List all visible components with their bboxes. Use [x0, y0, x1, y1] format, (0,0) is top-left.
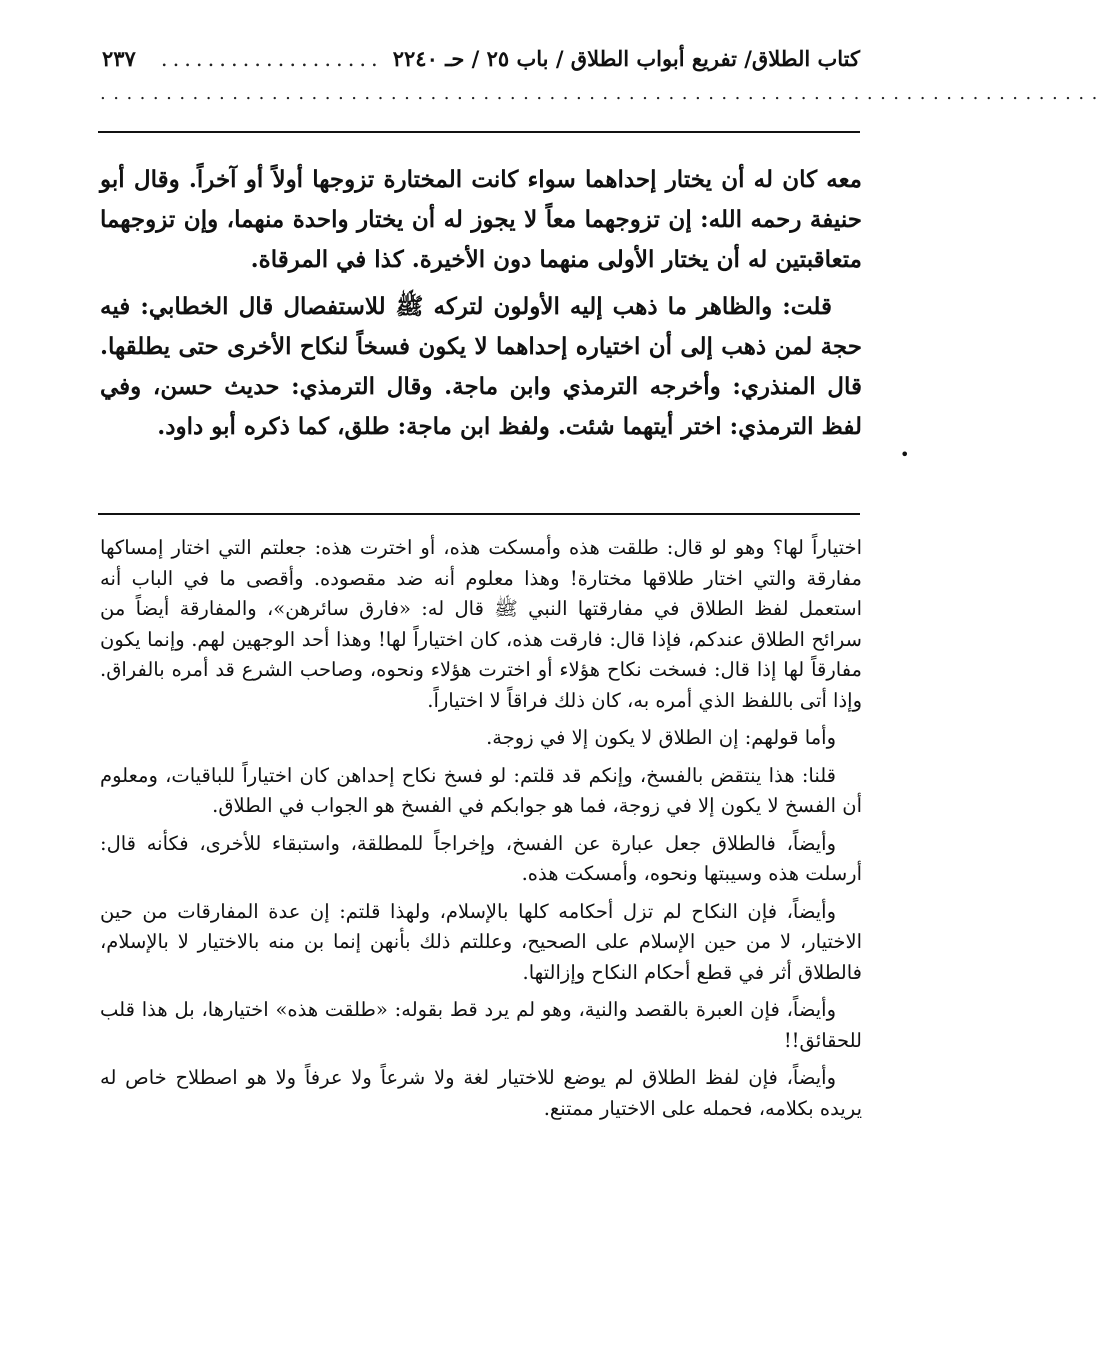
footnote-paragraph: وأيضاً، فالطلاق جعل عبارة عن الفسخ، وإخراجاً للمطلقة، واستبقاء للأخرى، فكأنه قال: أرسلت هذه وسيبتها ونحوه، وأمسكت هذه.: [100, 831, 862, 885]
footnote-paragraph: وأيضاً، فإن لفظ الطلاق لم يوضع للاختيار لغة ولا شرعاً ولا عرفاً ولا هو اصطلاح خاص له يريده بكلامه، فحمله على الاختيار ممتنع.: [100, 1066, 862, 1120]
running-header: [102, 46, 860, 71]
header-leader-dots: ...................: [160, 47, 383, 71]
footnote-paragraph: وأما قولهم: إن الطلاق لا يكون إلا في زوجة.: [486, 726, 836, 749]
main-text: [100, 160, 862, 454]
header-title: كتاب الطلاق/ تفريع أبواب الطلاق / باب ٢٥ / حـ ٢٢٤٠: [392, 46, 860, 71]
footnote-text: [100, 533, 862, 1131]
header-dotted-line: ............................................................................: [100, 83, 1105, 104]
margin-mark: •: [900, 445, 910, 464]
header-divider: [98, 131, 860, 133]
footnote-divider: [98, 513, 860, 515]
footnote-paragraph: قلنا: هذا ينتقض بالفسخ، وإنكم قد قلتم: لو فسخ نكاح إحداهن كان اختياراً للباقيات، ومعلوم أن الفسخ لا يكون إلا في زوجة، فما هو جوابكم في الفسخ هو الجواب في الطلاق.: [100, 763, 862, 817]
footnote-paragraph: اختياراً لها؟ وهو لو قال: طلقت هذه وأمسكت هذه، أو اخترت هذه: جعلتم التي اختار إمساكها مفارقة والتي اختار طلاقها مختارة! وهذا معلوم أنه ضد مقصوده. وأقصى ما في الباب أنه استعمل لفظ الطلاق في مفارقتها النبي ﷺ قال له: «فارق سائرهن»، والمفارقة أيضاً من سرائح الطلاق عندكم، فإذا قال: فارقت هذه، كان اختياراً لها! وهذا أحد الوجهين لهم. وإنما يكون مفارقاً لها إذا قال: فسخت نكاح هؤلاء أو اخترت هؤلاء ونحوه، وصاحب الشرع قد أمره بالفراق. وإذا أتى باللفظ الذي أمره به، كان ذلك فراقاً لا اختياراً.: [100, 536, 862, 712]
page-number: ٢٣٧: [102, 46, 136, 71]
main-paragraph: قلت: والظاهر ما ذهب إليه الأولون لتركه ﷺ للاستفصال قال الخطابي: فيه حجة لمن ذهب إلى أن اختياره إحداهما لا يكون فسخاً لنكاح الأخرى حتى يطلقها. قال المنذري: وأخرجه الترمذي وابن ماجة. وقال الترمذي: حديث حسن، وفي لفظ الترمذي: اختر أيتهما شئت. ولفظ ابن ماجة: طلق، كما ذكره أبو داود.: [100, 293, 862, 440]
footnote-paragraph: وأيضاً، فإن العبرة بالقصد والنية، وهو لم يرد قط بقوله: «طلقت هذه» اختيارها، بل هذا قلب للحقائق!!: [100, 998, 862, 1052]
main-paragraph: معه كان له أن يختار إحداهما سواء كانت المختارة تزوجها أولاً أو آخراً. وقال أبو حنيفة رحمه الله: إن تزوجهما معاً لا يجوز له أن يختار واحدة منهما، وإن تزوجهما متعاقبتين له أن يختار الأولى منهما دون الأخيرة. كذا في المرقاة.: [100, 166, 862, 273]
footnote-paragraph: وأيضاً، فإن النكاح لم تزل أحكامه كلها بالإسلام، ولهذا قلتم: إن عدة المفارقات من حين الاختيار، لا من حين الإسلام على الصحيح، وعللتم ذلك بأنهن إنما بن منه بالاختيار لا بالإسلام، فالطلاق أثر في قطع أحكام النكاح وإزالتها.: [100, 899, 862, 984]
